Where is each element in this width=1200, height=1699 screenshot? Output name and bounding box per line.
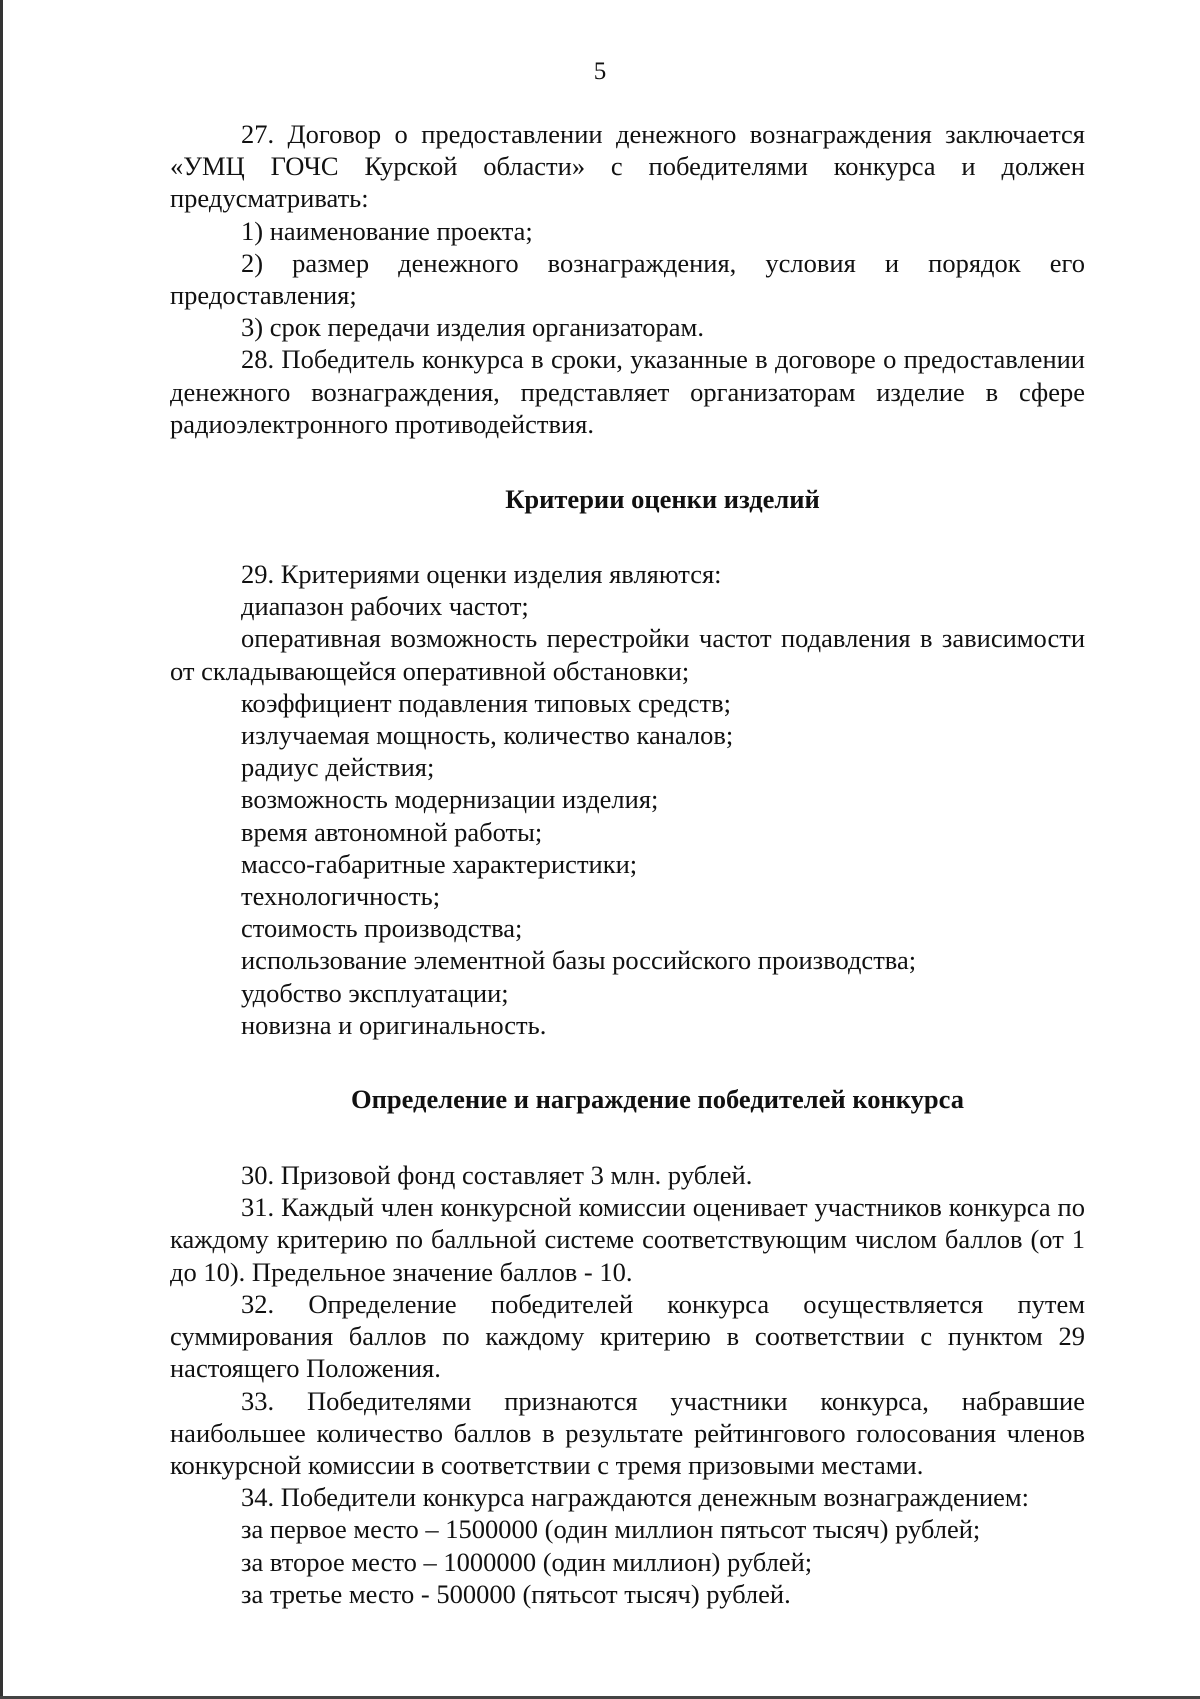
- criteria-item: радиус действия;: [241, 752, 435, 783]
- heading-awards: Определение и награждение победителей конкурса: [351, 1084, 964, 1115]
- criteria-item: диапазон рабочих частот;: [241, 591, 529, 622]
- prize-first-place: за первое место – 1500000 (один миллион пятьсот тысяч) рублей;: [241, 1514, 981, 1545]
- paragraph-29: 29. Критериями оценки изделия являются:: [241, 559, 722, 590]
- criteria-item: удобство эксплуатации;: [241, 977, 509, 1008]
- criteria-item: возможность модернизации изделия;: [241, 784, 659, 815]
- paragraph-27-item-3: 3) срок передачи изделия организаторам.: [241, 312, 704, 343]
- criteria-item: новизна и оригинальность.: [241, 1009, 547, 1040]
- criteria-item: оперативная возможность перестройки частот подавления в зависимости от складывающейся оперативной обстановки;: [170, 623, 1085, 686]
- paragraph-28: 28. Победитель конкурса в сроки, указанные в договоре о предоставлении денежного вознаграждения, представляет организаторам изделие в сфере радиоэлектронного противодействия.: [170, 344, 1085, 439]
- criteria-item: массо-габаритные характеристики;: [241, 848, 638, 879]
- criteria-item: стоимость производства;: [241, 913, 523, 944]
- criteria-item: использование элементной базы российского производства;: [241, 945, 917, 976]
- paragraph-30: 30. Призовой фонд составляет 3 млн. рублей.: [241, 1160, 753, 1191]
- paragraph-27: 27. Договор о предоставлении денежного вознаграждения заключается «УМЦ ГОЧС Курской области» с победителями конкурса и должен предусматривать:: [170, 119, 1085, 214]
- prize-third-place: за третье место - 500000 (пятьсот тысяч) рублей.: [241, 1578, 791, 1609]
- criteria-item: излучаемая мощность, количество каналов;: [241, 720, 734, 751]
- heading-criteria: Критерии оценки изделий: [505, 484, 820, 515]
- document-body: [170, 118, 1085, 1610]
- paragraph-27-item-1: 1) наименование проекта;: [241, 215, 533, 246]
- paragraph-34: 34. Победители конкурса награждаются денежным вознаграждением:: [241, 1482, 1030, 1513]
- scan-edge-left: [0, 0, 3, 1699]
- prize-second-place: за второе место – 1000000 (один миллион) рублей;: [241, 1546, 813, 1577]
- criteria-item: время автономной работы;: [241, 816, 543, 847]
- criteria-item: коэффициент подавления типовых средств;: [241, 687, 731, 718]
- paragraph-31: 31. Каждый член конкурсной комиссии оценивает участников конкурса по каждому критерию по балльной системе соответствующим числом баллов (от 1 до 10). Предельное значение баллов - 10.: [170, 1192, 1085, 1287]
- criteria-item: технологичность;: [241, 881, 441, 912]
- page-number: 5: [593, 58, 607, 85]
- paragraph-33: 33. Победителями признаются участники конкурса, набравшие наибольшее количество баллов в результате рейтингового голосования членов конкурсной комиссии в соответствии с тремя призовыми местами.: [170, 1385, 1085, 1480]
- paragraph-32: 32. Определение победителей конкурса осуществляется путем суммирования баллов по каждому критерию в соответствии с пунктом 29 настоящего Положения.: [170, 1288, 1085, 1384]
- paragraph-27-item-2: 2) размер денежного вознаграждения, условия и порядок его предоставления;: [170, 247, 1085, 311]
